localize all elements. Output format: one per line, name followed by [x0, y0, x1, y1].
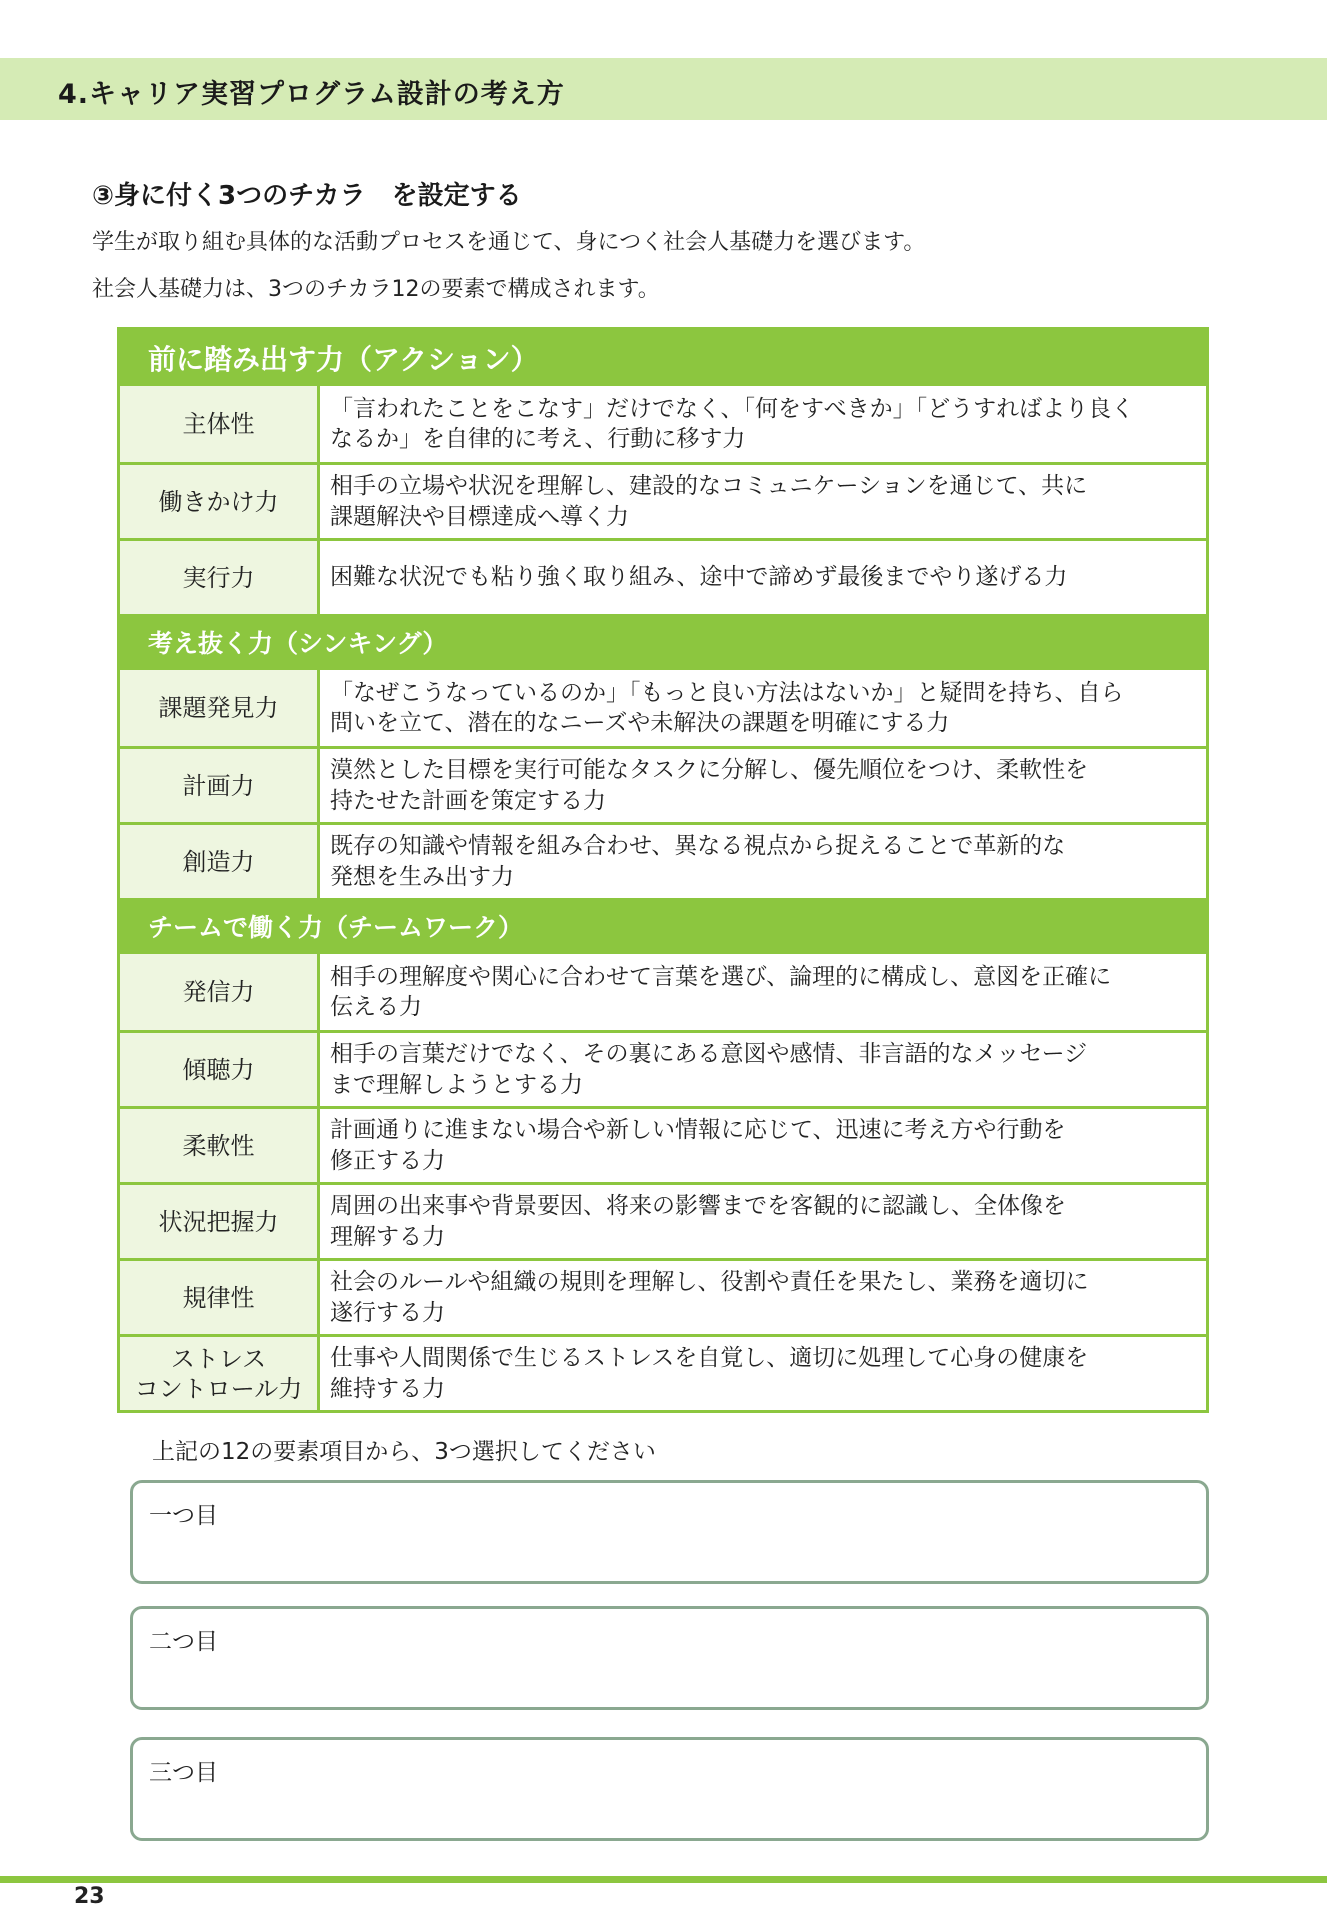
skill-name-line: コントロール力: [134, 1374, 303, 1403]
answer-box-label: 三つ目: [149, 1760, 218, 1786]
table-row: [120, 462, 1206, 538]
skill-description-line: 相手の言葉だけでなく、その裏にある意図や感情、非言語的なメッセージ: [330, 1041, 1088, 1068]
section-heading: ③身に付く3つのチカラ を設定する: [92, 181, 522, 211]
skill-description: [320, 1261, 1206, 1334]
skill-description: [320, 1109, 1206, 1182]
skill-description-line: 困難な状況でも粘り強く取り組み、途中で諦めず最後までやり遂げる力: [330, 564, 1068, 591]
skill-description-line: 周囲の出来事や背景要因、将来の影響までを客観的に認識し、全体像を: [330, 1193, 1066, 1220]
skill-description: [320, 825, 1206, 898]
skill-description-line: 発想を生み出す力: [330, 863, 514, 890]
intro-text-1: 学生が取り組む具体的な活動プロセスを通じて、身につく社会人基礎力を選びます。: [92, 230, 926, 255]
skill-description-line: 相手の理解度や関心に合わせて言葉を選び、論理的に構成し、意図を正確に: [330, 963, 1112, 990]
skill-description: [320, 954, 1206, 1030]
skill-name: 柔軟性: [120, 1109, 320, 1182]
selection-prompt: 上記の12の要素項目から、3つ選択してください: [152, 1439, 656, 1465]
category-action-header: 前に踏み出す力（アクション）: [120, 330, 1206, 386]
page-title: 4.キャリア実習プログラム設計の考え方: [58, 79, 565, 110]
table-row: [120, 1258, 1206, 1334]
skill-description-line: 維持する力: [330, 1375, 445, 1402]
category-teamwork-header: チームで働く力（チームワーク）: [120, 898, 1206, 954]
skill-description: [320, 670, 1206, 746]
table-row: [120, 746, 1206, 822]
table-row: [120, 822, 1206, 898]
skill-name: 状況把握力: [120, 1185, 320, 1258]
table-row: [120, 1030, 1206, 1106]
skill-description: [320, 1033, 1206, 1106]
header-band: [0, 58, 1327, 120]
skill-description-line: 漠然とした目標を実行可能なタスクに分解し、優先順位をつけ、柔軟性を: [330, 757, 1089, 784]
skill-name: 実行力: [120, 541, 320, 614]
skill-description: [320, 1185, 1206, 1258]
skill-name: 創造力: [120, 825, 320, 898]
answer-box-second[interactable]: [130, 1606, 1209, 1710]
skill-description-line: 既存の知識や情報を組み合わせ、異なる視点から捉えることで革新的な: [330, 833, 1066, 860]
skill-name: 働きかけ力: [120, 465, 320, 538]
table-row: [120, 954, 1206, 1030]
skill-name: 規律性: [120, 1261, 320, 1334]
skill-description-line: 課題解決や目標達成へ導く力: [330, 503, 629, 530]
category-thinking-header: 考え抜く力（シンキング）: [120, 614, 1206, 670]
skill-description-line: 社会のルールや組織の規則を理解し、役割や責任を果たし、業務を適切に: [330, 1269, 1089, 1296]
table-row: [120, 1334, 1206, 1410]
page-number: 23: [74, 1884, 105, 1909]
skill-name: 主体性: [120, 386, 320, 462]
skill-name: 計画力: [120, 749, 320, 822]
skill-name: 課題発見力: [120, 670, 320, 746]
table-row: [120, 670, 1206, 746]
skill-description-line: 持たせた計画を策定する力: [330, 787, 606, 814]
skill-description-line: なるか」を自律的に考え、行動に移す力: [330, 426, 746, 452]
skill-description: [320, 465, 1206, 538]
answer-box-third[interactable]: [130, 1737, 1209, 1841]
skill-description-line: 「なぜこうなっているのか」「もっと良い方法はないか」と疑問を持ち、自ら: [330, 679, 1124, 706]
skill-description-line: 問いを立て、潜在的なニーズや未解決の課題を明確にする力: [330, 710, 950, 736]
skill-description-line: 相手の立場や状況を理解し、建設的なコミュニケーションを通じて、共に: [330, 473, 1088, 500]
skill-description: [320, 541, 1206, 614]
skill-description-line: 遂行する力: [330, 1299, 445, 1326]
skill-description-line: 修正する力: [330, 1147, 445, 1174]
skill-name: 発信力: [120, 954, 320, 1030]
footer-divider: [0, 1876, 1327, 1883]
skill-description-line: 「言われたことをこなす」だけでなく、「何をすべきか」「どうすればより良く: [330, 395, 1135, 422]
skill-description-line: まで理解しようとする力: [330, 1071, 583, 1098]
skill-description-line: 理解する力: [330, 1223, 445, 1250]
skill-name-line: ストレス: [170, 1344, 267, 1373]
answer-box-label: 二つ目: [149, 1629, 218, 1655]
skill-description-line: 計画通りに進まない場合や新しい情報に応じて、迅速に考え方や行動を: [330, 1117, 1066, 1144]
answer-box-first[interactable]: [130, 1480, 1209, 1584]
table-row: [120, 1106, 1206, 1182]
intro-text-2: 社会人基礎力は、3つのチカラ12の要素で構成されます。: [92, 277, 660, 302]
skill-description-line: 仕事や人間関係で生じるストレスを自覚し、適切に処理して心身の健康を: [330, 1345, 1089, 1372]
skill-description: [320, 386, 1206, 462]
answer-box-label: 一つ目: [149, 1503, 218, 1529]
skill-name: [120, 1337, 320, 1410]
skill-description-line: 伝える力: [330, 994, 422, 1020]
table-row: [120, 1182, 1206, 1258]
skill-description: [320, 1337, 1206, 1410]
table-row: [120, 538, 1206, 614]
skill-description: [320, 749, 1206, 822]
skills-table: [117, 327, 1209, 1413]
table-row: [120, 386, 1206, 462]
skill-name: 傾聴力: [120, 1033, 320, 1106]
